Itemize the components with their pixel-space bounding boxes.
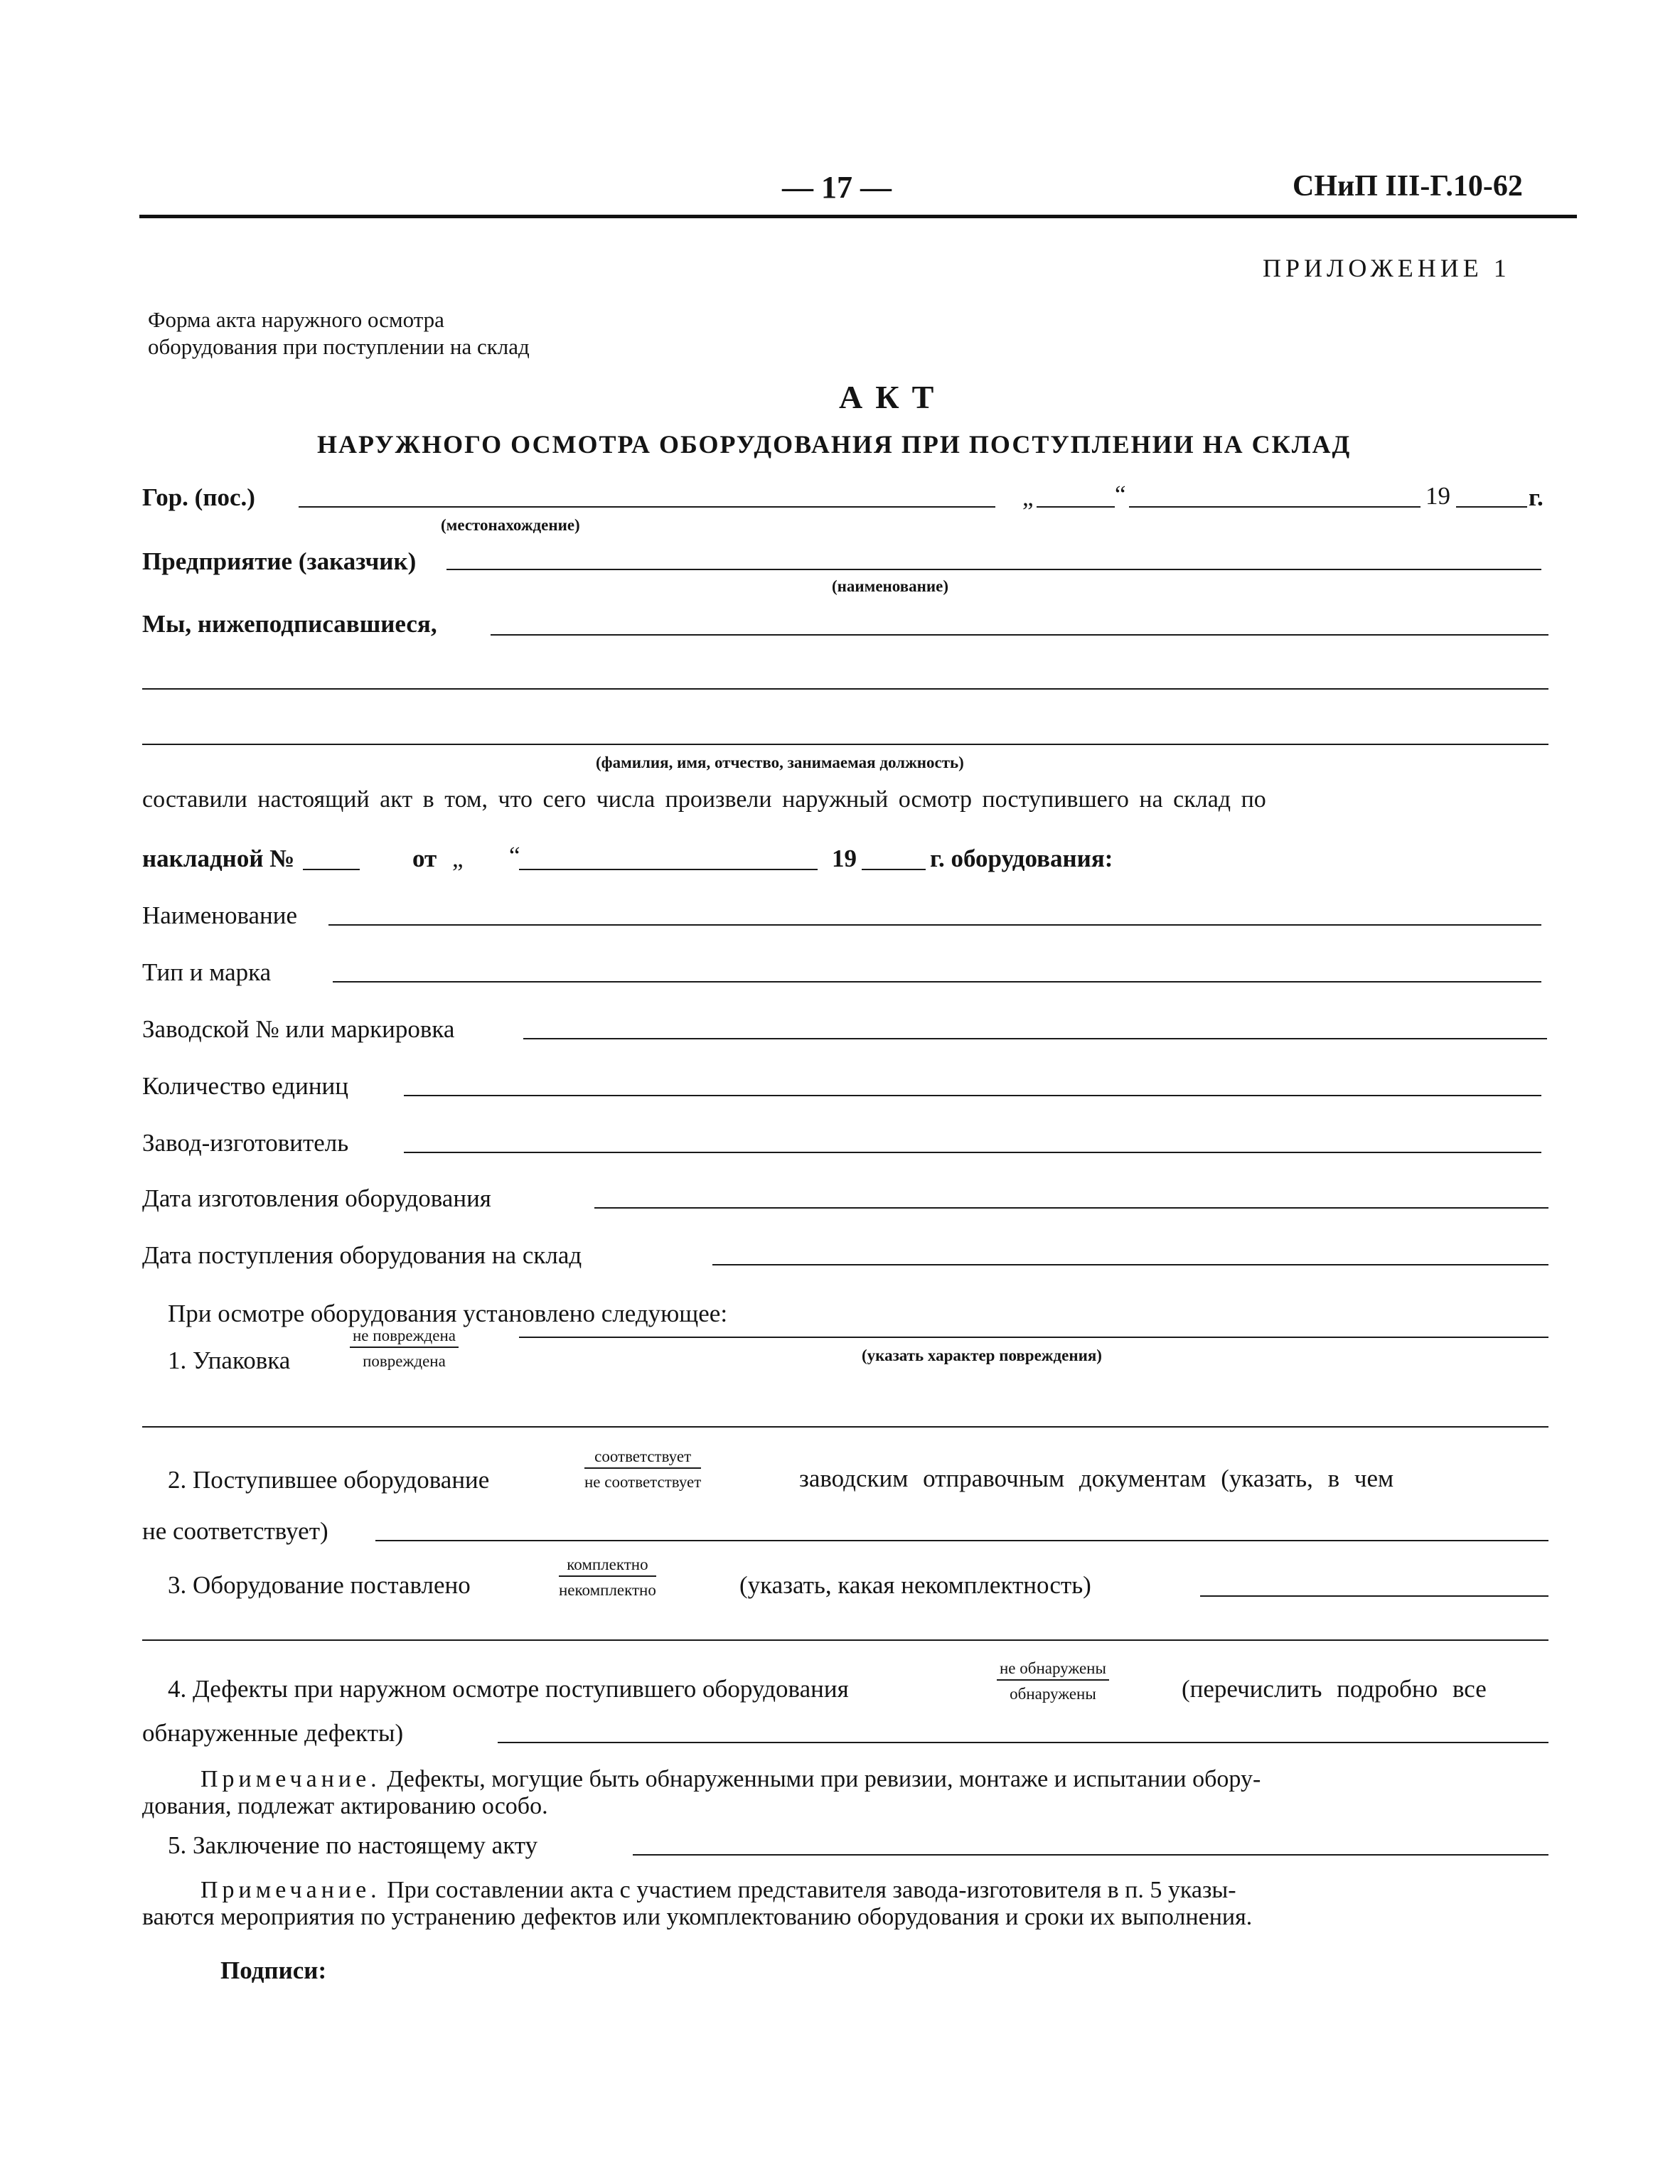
invoice-quote-close: “ [509, 842, 520, 869]
note1-text: Дефекты, могущие быть обнаруженными при ревизии, монтаже и испытании обору- [387, 1766, 1261, 1792]
act-title: АКТ [839, 379, 947, 415]
item4-tail: (перечислить подробно все [1182, 1675, 1487, 1703]
date-month-line[interactable] [1129, 506, 1420, 508]
act-subtitle: НАРУЖНОГО ОСМОТРА ОБОРУДОВАНИЯ ПРИ ПОСТУПЛЕНИИ НА СКЛАД [317, 430, 1352, 459]
we-label: Мы, нижеподписавшиеся, [142, 610, 437, 638]
item1-bottom: повреждена [363, 1352, 446, 1370]
item2-tail: заводским отправочным документам (указать, в чем [799, 1465, 1394, 1492]
city-line[interactable] [299, 506, 995, 508]
appendix-label: ПРИЛОЖЕНИЕ 1 [1263, 254, 1511, 282]
serial-label: Заводской № или маркировка [142, 1015, 455, 1043]
date-close-quote: “ [1115, 481, 1126, 508]
item2-line[interactable] [375, 1540, 1548, 1541]
header-rule [139, 215, 1577, 218]
persons-hint: (фамилия, имя, отчество, занимаемая должность) [596, 754, 964, 771]
compiled-statement: составили настоящий акт в том, что сего числа произвели наружный осмотр поступившего на склад по [142, 786, 1266, 813]
quantity-label: Количество единиц [142, 1072, 349, 1100]
item2-bottom: не соответствует [584, 1473, 702, 1491]
city-label: Гор. (пос.) [142, 483, 255, 511]
item1-line[interactable] [519, 1337, 1548, 1338]
item5-label: 5. Заключение по настоящему акту [168, 1831, 538, 1859]
item3-label: 3. Оборудование поставлено [168, 1571, 471, 1599]
item1-top: не повреждена [350, 1327, 459, 1348]
item1-line-2[interactable] [142, 1426, 1548, 1428]
item2-continuation: не соответствует) [142, 1517, 328, 1545]
manufacture-date-line[interactable] [594, 1207, 1548, 1209]
item1-label: 1. Упаковка [168, 1347, 291, 1374]
invoice-year-line[interactable] [862, 869, 926, 870]
form-caption-line1: Форма акта наружного осмотра [148, 307, 444, 332]
enterprise-line[interactable] [446, 569, 1541, 570]
item1-hint: (указать характер повреждения) [862, 1347, 1102, 1364]
year-suffix: г. [1529, 483, 1543, 511]
city-hint: (местонахождение) [441, 516, 580, 534]
item3-bottom: некомплектно [559, 1581, 656, 1599]
item4-label: 4. Дефекты при наружном осмотре поступившего оборудования [168, 1675, 849, 1703]
note1-line1 [200, 1766, 1261, 1793]
arrival-date-label: Дата поступления оборудования на склад [142, 1241, 582, 1269]
manufacturer-line[interactable] [404, 1152, 1541, 1153]
date-day-line[interactable] [1037, 506, 1115, 508]
invoice-tail: г. оборудования: [930, 845, 1113, 872]
arrival-date-line[interactable] [712, 1264, 1548, 1265]
persons-line-3[interactable] [142, 744, 1548, 745]
item2-label: 2. Поступившее оборудование [168, 1466, 490, 1494]
invoice-from: от [412, 845, 437, 872]
serial-line[interactable] [523, 1038, 1547, 1039]
date-open-quote: „ [1022, 483, 1034, 511]
year-prefix: 19 [1425, 482, 1450, 510]
item2-top: соответствует [584, 1447, 701, 1469]
note1-head: Примечание. [200, 1766, 381, 1792]
item3-fraction [559, 1556, 656, 1600]
persons-line-2[interactable] [142, 688, 1548, 690]
document-code: СНиП III-Г.10-62 [1293, 170, 1523, 203]
item3-line[interactable] [1200, 1595, 1548, 1597]
type-label: Тип и марка [142, 958, 272, 986]
manufacture-date-label: Дата изготовления оборудования [142, 1184, 491, 1212]
enterprise-label: Предприятие (заказчик) [142, 547, 417, 575]
persons-line-1[interactable] [491, 634, 1548, 636]
invoice-year: 19 [832, 845, 857, 872]
note2-line2: ваются мероприятия по устранению дефектов или укомплектованию оборудования и сроки их выполнения. [142, 1904, 1253, 1930]
item1-fraction [350, 1327, 459, 1371]
item4-top: не обнаружены [997, 1659, 1109, 1681]
name-line[interactable] [328, 924, 1541, 926]
item4-line[interactable] [498, 1742, 1548, 1743]
enterprise-hint: (наименование) [832, 577, 949, 595]
year-line[interactable] [1456, 506, 1527, 508]
signatures-label: Подписи: [220, 1956, 327, 1984]
invoice-date-line[interactable] [519, 869, 818, 870]
inspection-intro: При осмотре оборудования установлено следующее: [168, 1300, 728, 1327]
item4-bottom: обнаружены [1010, 1685, 1096, 1703]
item3-top: комплектно [559, 1556, 656, 1577]
invoice-quote-open: „ [452, 845, 464, 872]
item2-fraction [584, 1447, 701, 1492]
type-line[interactable] [333, 981, 1541, 983]
item4-fraction [997, 1659, 1109, 1703]
item5-line[interactable] [633, 1854, 1548, 1856]
item3-line-2[interactable] [142, 1639, 1548, 1641]
note2-head: Примечание. [200, 1877, 381, 1903]
name-label: Наименование [142, 901, 298, 929]
invoice-label: накладной № [142, 845, 295, 872]
form-caption-line2: оборудования при поступлении на склад [148, 334, 530, 359]
note1-line2: дования, подлежат актированию особо. [142, 1793, 548, 1819]
item3-tail: (указать, какая некомплектность) [739, 1571, 1091, 1599]
quantity-line[interactable] [404, 1095, 1541, 1096]
manufacturer-label: Завод-изготовитель [142, 1129, 349, 1157]
note2-line1 [200, 1877, 1236, 1904]
page-number: — 17 — [782, 170, 892, 205]
invoice-number-line[interactable] [303, 869, 360, 870]
note2-text: При составлении акта с участием представителя завода-изготовителя в п. 5 указы- [387, 1877, 1236, 1903]
item4-continuation: обнаруженные дефекты) [142, 1719, 404, 1747]
